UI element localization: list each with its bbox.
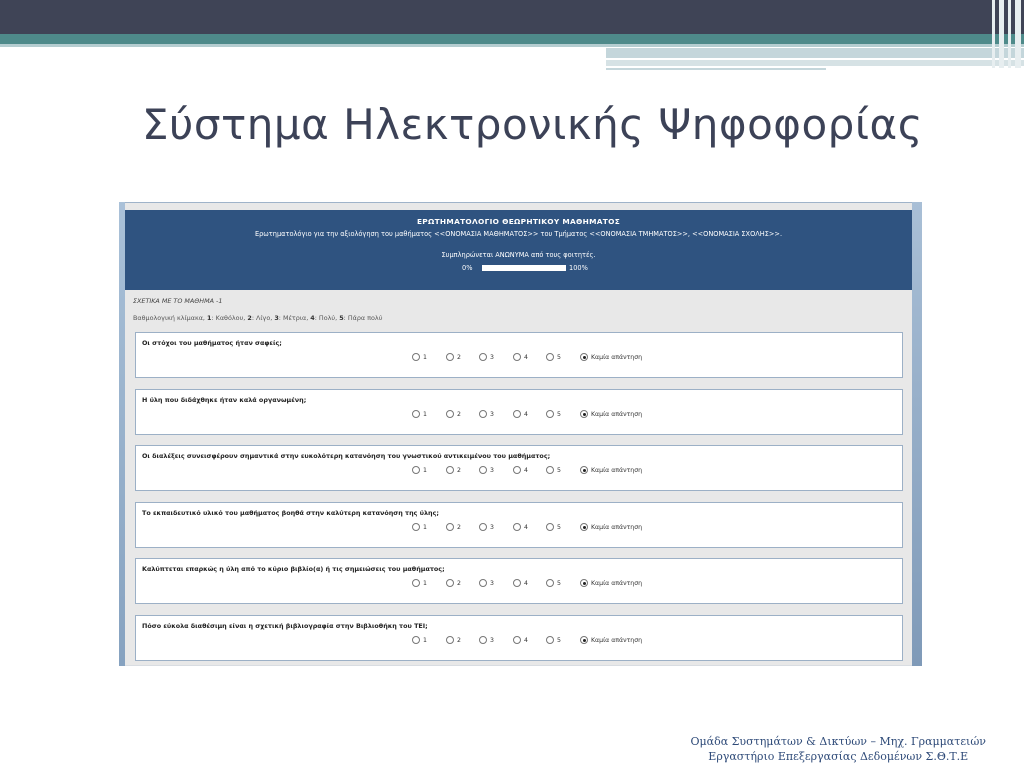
scale-number: 1: [207, 314, 212, 322]
scale-number: 4: [310, 314, 315, 322]
radio-button[interactable]: [479, 636, 487, 644]
answer-option[interactable]: [412, 636, 427, 646]
answer-option[interactable]: [479, 636, 494, 646]
question-card: [135, 389, 903, 435]
slide-accent-bar: [0, 34, 1024, 44]
option-label: Καμία απάντηση: [591, 524, 643, 531]
option-label: 5: [557, 524, 561, 531]
option-label: 4: [524, 524, 528, 531]
scale-text: Πάρα πολύ: [347, 314, 383, 322]
question-card: [135, 445, 903, 491]
progress-start-label: 0%: [462, 264, 473, 272]
radio-button[interactable]: [412, 523, 420, 531]
question-card: [135, 502, 903, 548]
question-card: [135, 615, 903, 661]
frame-right-border: [912, 202, 922, 666]
radio-button[interactable]: [446, 410, 454, 418]
answer-option[interactable]: [513, 579, 528, 589]
slide-footer: [691, 734, 986, 764]
answer-option[interactable]: [580, 636, 642, 646]
option-label: 1: [423, 411, 427, 418]
radio-button[interactable]: [546, 410, 554, 418]
answer-option[interactable]: [412, 466, 427, 476]
radio-button[interactable]: [412, 579, 420, 587]
radio-button[interactable]: [446, 523, 454, 531]
option-label: 1: [423, 637, 427, 644]
option-label: 3: [490, 411, 494, 418]
option-label: 5: [557, 467, 561, 474]
answer-option[interactable]: [479, 579, 494, 589]
radio-button[interactable]: [546, 466, 554, 474]
radio-button[interactable]: [513, 636, 521, 644]
radio-button[interactable]: [513, 579, 521, 587]
question-text: Καλύπτεται επαρκώς η ύλη από το κύριο βιβλίο(α) ή τις σημειώσεις του μαθήματος;: [142, 565, 445, 573]
option-label: 2: [457, 524, 461, 531]
answer-option[interactable]: [546, 636, 561, 646]
option-label: Καμία απάντηση: [591, 411, 643, 418]
slide-corner-decoration: [990, 0, 1024, 68]
answer-option[interactable]: [513, 466, 528, 476]
radio-button[interactable]: [412, 410, 420, 418]
question-card: [135, 558, 903, 604]
radio-button[interactable]: [446, 466, 454, 474]
radio-button[interactable]: [580, 353, 588, 361]
form-title: ΕΡΩΤΗΜΑΤΟΛΟΓΙΟ ΘΕΩΡΗΤΙΚΟΥ ΜΑΘΗΜΑΤΟΣ: [416, 217, 621, 226]
progress-end-label: 100%: [569, 264, 588, 272]
radio-button[interactable]: [546, 523, 554, 531]
answer-option[interactable]: [546, 523, 561, 533]
radio-button[interactable]: [513, 466, 521, 474]
form-subtitle: Ερωτηματολόγιο για την αξιολόγηση του μαθήματος <<ΟΝΟΜΑΣΙΑ ΜΑΘΗΜΑΤΟΣ>> του Τμήματος <<ΟΝΟΜΑΣΙΑ ΤΜΗΜΑΤΟΣ>>, <<ΟΝΟΜΑΣΙΑ ΣΧΟΛΗΣ>>.: [254, 230, 783, 238]
option-label: 2: [457, 467, 461, 474]
radio-button[interactable]: [580, 636, 588, 644]
option-label: 4: [524, 580, 528, 587]
radio-button[interactable]: [513, 523, 521, 531]
scale-number: 2: [247, 314, 252, 322]
answer-option[interactable]: [412, 579, 427, 589]
scale-number: 3: [274, 314, 279, 322]
question-text: Το εκπαιδευτικό υλικό του μαθήματος βοηθά στην καλύτερη κατανόηση της ύλης;: [142, 509, 439, 517]
option-label: Καμία απάντηση: [591, 467, 643, 474]
progress-bar: [482, 265, 566, 271]
question-text: Οι διαλέξεις συνεισφέρουν σημαντικά στην ευκολότερη κατανόηση του γνωστικού αντικειμένου του μαθήματος;: [142, 452, 551, 460]
answer-option[interactable]: [580, 466, 642, 476]
radio-button[interactable]: [546, 353, 554, 361]
anonymous-note: Συμπληρώνεται ΑΝΩΝΥΜΑ από τους φοιτητές.: [441, 251, 596, 259]
answer-option[interactable]: [446, 466, 461, 476]
scale-text: Λίγο: [256, 314, 271, 322]
rating-scale-legend: Βαθμολογική κλίμακα, 1: Καθόλου, 2: Λίγο, 3: Μέτρια, 4: Πολύ, 5: Πάρα πολύ: [133, 314, 383, 322]
footer-line-1: Ομάδα Συστημάτων & Δικτύων – Μηχ. Γραμματειών: [690, 735, 986, 748]
option-label: 4: [524, 411, 528, 418]
answer-option[interactable]: [412, 410, 427, 420]
option-label: Καμία απάντηση: [591, 354, 643, 361]
option-label: 4: [524, 467, 528, 474]
scale-label: Βαθμολογική κλίμακα,: [133, 314, 205, 322]
radio-button[interactable]: [580, 466, 588, 474]
option-label: Καμία απάντηση: [591, 580, 643, 587]
answer-option[interactable]: [580, 579, 642, 589]
radio-button[interactable]: [479, 523, 487, 531]
answer-option[interactable]: [546, 579, 561, 589]
slide-header-bar: [0, 0, 1024, 34]
radio-button[interactable]: [580, 523, 588, 531]
answer-option[interactable]: [513, 410, 528, 420]
answer-option[interactable]: [479, 523, 494, 533]
option-label: 5: [557, 354, 561, 361]
radio-button[interactable]: [546, 636, 554, 644]
option-label: 3: [490, 637, 494, 644]
progress-indicator: [125, 264, 912, 274]
radio-button[interactable]: [479, 466, 487, 474]
answer-option[interactable]: [446, 636, 461, 646]
slide-accent-stripe: [606, 68, 826, 70]
answer-option[interactable]: [513, 353, 528, 363]
option-label: 2: [457, 637, 461, 644]
option-label: 1: [423, 467, 427, 474]
answer-option[interactable]: [546, 353, 561, 363]
radio-button[interactable]: [446, 353, 454, 361]
radio-button[interactable]: [580, 579, 588, 587]
answer-option[interactable]: [412, 353, 427, 363]
radio-button[interactable]: [513, 353, 521, 361]
answer-option[interactable]: [446, 523, 461, 533]
form-screenshot: [119, 202, 922, 666]
radio-button[interactable]: [446, 636, 454, 644]
slide-title: Σύστημα Ηλεκτρονικής Ψηφοφορίας: [142, 100, 923, 149]
answer-option[interactable]: [580, 410, 642, 420]
answer-option[interactable]: [479, 466, 494, 476]
answer-option[interactable]: [546, 466, 561, 476]
slide-accent-stripe: [0, 44, 1024, 47]
option-label: 4: [524, 637, 528, 644]
radio-button[interactable]: [412, 636, 420, 644]
answer-option[interactable]: [446, 410, 461, 420]
answer-option[interactable]: [412, 523, 427, 533]
radio-button[interactable]: [546, 579, 554, 587]
option-label: 2: [457, 354, 461, 361]
answer-option[interactable]: [513, 636, 528, 646]
radio-button[interactable]: [412, 466, 420, 474]
answer-option[interactable]: [479, 353, 494, 363]
question-card: [135, 332, 903, 378]
radio-button[interactable]: [479, 353, 487, 361]
scale-text: Πολύ: [318, 314, 336, 322]
footer-line-2: Εργαστήριο Επεξεργασίας Δεδομένων Σ.Θ.Τ.Ε: [708, 750, 969, 763]
answer-option[interactable]: [446, 579, 461, 589]
radio-button[interactable]: [513, 410, 521, 418]
form-header: [125, 210, 912, 290]
question-text: Οι στόχοι του μαθήματος ήταν σαφείς;: [142, 339, 282, 347]
scale-number: 5: [339, 314, 344, 322]
question-text: Πόσο εύκολα διαθέσιμη είναι η σχετική βιβλιογραφία στην Βιβλιοθήκη του ΤΕΙ;: [142, 622, 428, 630]
option-label: 5: [557, 580, 561, 587]
radio-button[interactable]: [479, 410, 487, 418]
option-label: 2: [457, 411, 461, 418]
option-label: 5: [557, 637, 561, 644]
option-label: 5: [557, 411, 561, 418]
answer-option[interactable]: [580, 523, 642, 533]
option-label: 3: [490, 580, 494, 587]
option-label: 2: [457, 580, 461, 587]
option-label: 1: [423, 354, 427, 361]
radio-button[interactable]: [580, 410, 588, 418]
option-label: 3: [490, 524, 494, 531]
answer-option[interactable]: [580, 353, 642, 363]
option-label: 4: [524, 354, 528, 361]
option-label: 3: [490, 354, 494, 361]
question-text: Η ύλη που διδάχθηκε ήταν καλά οργανωμένη;: [142, 396, 307, 404]
slide-accent-stripe: [606, 60, 1024, 66]
answer-option[interactable]: [513, 523, 528, 533]
option-label: Καμία απάντηση: [591, 637, 643, 644]
option-label: 1: [423, 524, 427, 531]
radio-button[interactable]: [412, 353, 420, 361]
option-label: 1: [423, 580, 427, 587]
radio-button[interactable]: [479, 579, 487, 587]
slide-accent-stripe: [606, 48, 1024, 58]
radio-button[interactable]: [446, 579, 454, 587]
scale-text: Μέτρια: [282, 314, 307, 322]
answer-option[interactable]: [479, 410, 494, 420]
scale-text: Καθόλου: [215, 314, 244, 322]
option-label: 3: [490, 467, 494, 474]
section-title: ΣΧΕΤΙΚΑ ΜΕ ΤΟ ΜΑΘΗΜΑ -1: [133, 297, 223, 305]
answer-option[interactable]: [546, 410, 561, 420]
answer-option[interactable]: [446, 353, 461, 363]
